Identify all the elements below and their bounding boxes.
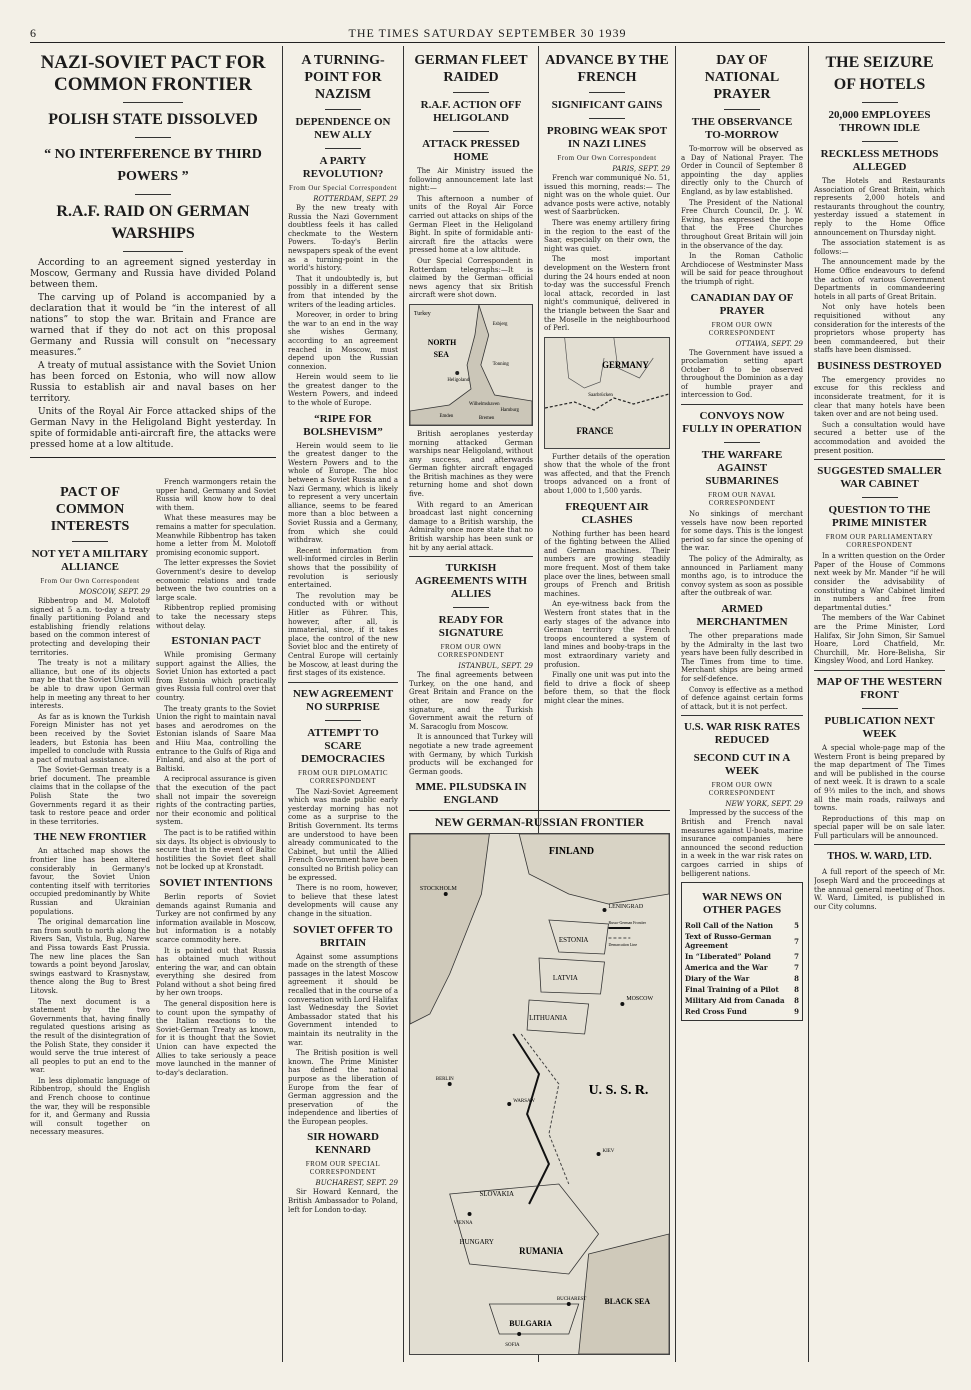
paragraph: Herein would seem to lie the greatest danger to the Western Powers, and indeed to the whole of Europe. <box>288 373 398 408</box>
section-subhead: DEPENDENCE ON NEW ALLY <box>295 116 391 141</box>
byline: FROM OUR NAVAL CORRESPONDENT <box>708 491 776 508</box>
section-subhead: FREQUENT AIR CLASHES <box>565 500 649 526</box>
paragraph: The Nazi-Soviet Agreement which was made public early yesterday morning has not come as a surprise to the British Government. Its terms are understood to have been already communicated to the Cabinet, but until the Allied French Government have been consulted no British policy can be expressed. <box>288 787 398 882</box>
map-label: FRANCE <box>576 425 614 436</box>
paragraph: The treaty grants to the Soviet Union the right to maintain naval bases and aerodromes on the Estonian islands of Saare Maa and Hiiu Maa, controlling the entrance to the Gulfs of Riga and Finland, and also at the port of Baltiski. <box>156 704 276 773</box>
section-headline: DAY OF NATIONAL PRAYER <box>704 53 780 102</box>
paragraph: Not only have hotels been requisitioned without any consideration for the interests of the proprietors whose property has been commandeered, but their staffs have been dismissed. <box>814 303 945 355</box>
divider <box>453 607 489 608</box>
paragraph: The final agreements between Turkey, on the one hand, and Great Britain and France on the other, are now ready for signature, and the Turkish Government await the return of M. Saracoglu from Moscow. <box>409 671 533 731</box>
dateline: PARIS, SEPT. 29 <box>612 165 670 173</box>
divider <box>862 141 898 142</box>
paragraph: The original demarcation line ran from south to north along the Rivers San, Vistula, Bug, Narew and Pissa towards East Prussia. The new line places the San towards a point beyond Jaroslav, swings eastward to Krasnystaw, thence along the Bug to Brest Litovsk. <box>30 918 150 995</box>
index-table <box>685 920 799 1017</box>
column-7 <box>814 46 945 1362</box>
divider <box>453 92 489 93</box>
map-label: ESTONIA <box>558 935 589 945</box>
section-headline: NEW AGREEMENT NO SURPRISE <box>292 687 394 713</box>
column-rule <box>808 46 809 1362</box>
section-subhead: A PARTY REVOLUTION? <box>302 155 384 180</box>
map-label: STOCKHOLM <box>419 885 457 893</box>
section-subhead: BUSINESS DESTROYED <box>817 359 942 372</box>
paragraph: It is announced that Turkey will negotiate a new trade agreement with Germany, by which Turkish products will be exchanged for German goods. <box>409 733 533 776</box>
masthead <box>30 26 945 42</box>
index-row <box>685 962 799 973</box>
index-label: Text of Russo-German Agreement <box>685 932 772 951</box>
divider <box>30 457 276 458</box>
map-label: HUNGARY <box>459 1237 494 1247</box>
section-subhead: R.A.F. ACTION OFF HELIGOLAND <box>420 99 522 124</box>
section-subhead: THE WARFARE AGAINST SUBMARINES <box>701 449 783 488</box>
paragraph: Finally one unit was put into the field to drive a flock of sheep before them, so that the flock might clear the mines. <box>544 671 670 705</box>
map-label: Esbjerg <box>492 321 508 327</box>
paragraph: There was enemy artillery firing in the region to the east of the Saar, especially on their own, the night was quiet. <box>544 218 670 253</box>
paragraph: There is no room, however, to believe that these latest developments will cause any change in the situation. <box>288 884 398 918</box>
index-page: 7 <box>794 952 799 962</box>
section-headline: SUGGESTED SMALLER WAR CABINET <box>817 465 942 491</box>
paragraph: The emergency provides no excuse for this reckless and inconsiderate treatment, for it is clear that many hotels have been taken over and are not being used. <box>814 375 945 419</box>
dateline: BUCHAREST, SEPT. 29 <box>315 1179 398 1188</box>
paragraph: Ribbentrop replied promising to take the necessary steps without delay. <box>156 604 276 630</box>
index-page: 5 <box>794 921 799 931</box>
divider <box>681 404 803 405</box>
index-page: 8 <box>794 985 799 995</box>
map-caption: Turkey <box>413 310 431 317</box>
paragraph: What these measures may be remains a matter for speculation. Meanwhile Ribbentrop has taken home a letter from M. Molotoff promising economic support. <box>156 514 276 557</box>
index-page: 8 <box>794 996 799 1006</box>
map-label: VIENNA <box>453 1220 473 1227</box>
section-subhead: SOVIET INTENTIONS <box>159 876 273 889</box>
divider <box>123 102 183 103</box>
paragraph: The policy of the Admiralty, as announced in Parliament many months ago, is to introduce the convoy system as soon as possible after the outbreak of war. <box>681 555 803 598</box>
paragraph: As far as is known the Turkish Foreign Minister has not yet been received by the Soviet leaders, but Estonia has been impelled to conclude with Russia a pact of mutual assistance. <box>30 712 150 764</box>
paragraph: The most important development on the Western front during the 24 hours ended at noon to-day was the successful French local attack, recorded in last night's communiqué, delivered in the triangle between the Saar and the Moselle in the neighbourhood of Perl. <box>544 255 670 333</box>
paragraph: British aeroplanes yesterday morning attacked German warships near Heligoland, without any success, and afterwards German fighter aircraft engaged the British machines as they were returning home and shot down five. <box>409 429 533 499</box>
paragraph: French warmongers retain the upper hand, Germany and Soviet Russia will know how to deal with them. <box>156 478 276 512</box>
map-label: RUMANIA <box>519 1245 564 1257</box>
section-subhead: PROBING WEAK SPOT IN NAZI LINES <box>546 125 668 150</box>
paragraph: By the new treaty with Russia the Nazi Government doubtless feels it has called checkmate to the Western Powers. To-day's Berlin newspapers speak of the event as a turning-point in the world's history. <box>288 204 398 273</box>
paragraph: A reciprocal assurance is given that the execution of the pact shall not impair the sovereign rights of the contracting parties, nor their economic and political system. <box>156 775 276 827</box>
divider <box>862 708 898 709</box>
map-label: FINLAND <box>548 845 595 858</box>
paragraph: Convoy is effective as a method of defence against certain forms of attack, but it is not perfect. <box>681 685 803 711</box>
map-label: LATVIA <box>552 973 578 983</box>
paragraph: The Hotels and Restaurants Association of Great Britain, which represents 2,000 hotels and restaurants throughout the country, yesterday issued a statement in reply to the Home Office announcement on Thursday night. <box>814 177 945 237</box>
index-row <box>685 995 799 1006</box>
divider <box>724 442 760 443</box>
paragraph: The British position is well known. The Prime Minister has defined the national purpose as the liberation of Europe from the fear of German aggression and the preservation of the independence and liberties of the European peoples. <box>288 1049 398 1126</box>
map-label: Hamburg <box>500 407 519 413</box>
paragraph: The pact is to be ratified within six days. Its object is obviously to secure that in the event of Baltic hostilities the Soviet fleet shall not be locked up at Kronstadt. <box>156 828 276 872</box>
heligoland-map-graphic <box>410 305 532 425</box>
paragraph: Against some assumptions made on the strength of these passages in the latest Moscow agreement it should be recalled that in the course of a conversation with Lord Halifax last Wednesday the Soviet Ambassador stated that his Government intended to maintain its neutrality in the war. <box>288 952 398 1047</box>
byline: From Our Special Correspondent <box>288 184 398 192</box>
paragraph: In a written question on the Order Paper of the House of Commons next week by Mr. Mander “if he will consider the advisability of constituting a War Cabinet limited in numbers and free from departmental duties.” <box>814 552 945 612</box>
paragraph: Such a consultation would have secured a better use of the accommodation and avoided the present position. <box>814 420 945 455</box>
paragraph: Herein would seem to lie the greatest danger to the Western Powers and to the whole of Europe. The bloc between a Soviet Russia and a Nazi Germany, which is likely to represent a very uncertain alliance, seems to be feared more than a bloc between a Soviet Russia and a Germany, from which she could withdraw. <box>288 441 398 545</box>
section-subhead: 20,000 EMPLOYEES THROWN IDLE <box>828 109 931 134</box>
map-label: LITHUANIA <box>529 1013 568 1023</box>
section-headline: ADVANCE BY THE FRENCH <box>545 53 669 85</box>
map-legend: Russo-German Frontier <box>608 919 646 926</box>
paragraph: The revolution may be conducted with or without Hitler as Führer. This, however, after all, is immaterial, since, if it takes place, the control of the new Soviet bloc and the entirety of Central Europe will certainly be Moscow, at least during the first stages of its existence. <box>288 591 398 678</box>
index-row <box>685 984 799 995</box>
section-subhead: NOT YET A MILITARY ALLIANCE <box>31 548 149 573</box>
section-subhead: MME. PILSUDSKA IN ENGLAND <box>415 781 527 806</box>
section-subhead: THE NEW FRONTIER <box>33 831 147 844</box>
byline: FROM OUR PARLIAMENTARY CORRESPONDENT <box>825 533 934 550</box>
section-subhead: CANADIAN DAY OF PRAYER <box>690 291 794 317</box>
section-subhead: ARMED MERCHANTMEN <box>696 603 788 628</box>
map-label: BERLIN <box>435 1076 454 1083</box>
index-page: 9 <box>794 1007 799 1017</box>
paragraph: The Government have issued a proclamation setting apart October 8 to be observed throughout the Dominion as a day of humble prayer and intercession to God. <box>681 348 803 400</box>
map-label: NORTH <box>427 337 457 347</box>
paragraph: French war communiqué No. 51, issued this morning, reads:— The night was on the whole quiet. Our advance posts were active, notably west of Saarbrücken. <box>544 174 670 217</box>
page-number: 6 <box>30 26 37 40</box>
paragraph: Our Special Correspondent in Rotterdam telegraphs:—It is claimed by the German official news agency that six British aircraft were shot down. <box>409 256 533 300</box>
frontier-map-title: NEW GERMAN-RUSSIAN FRONTIER <box>434 815 645 829</box>
divider <box>288 682 398 683</box>
section-subhead: ATTEMPT TO SCARE DEMOCRACIES <box>301 726 385 765</box>
index-row <box>685 1006 799 1017</box>
dateline: MOSCOW, SEPT. 29 <box>79 588 150 596</box>
paragraph: A full report of the speech of Mr. Joseph Ward and the proceedings at the annual general meeting of Thos. W. Ward, Limited, is published in our City columns. <box>814 868 945 911</box>
section-subhead: READY FOR SIGNATURE <box>438 614 504 640</box>
byline: From Our Own Correspondent <box>40 577 140 585</box>
index-label: America and the War <box>685 963 768 973</box>
lead-subhead: POLISH STATE DISSOLVED <box>48 111 258 128</box>
paragraph: Recent information from well-informed circles in Berlin shows that the possibility of revolution is seriously entertained. <box>288 546 398 590</box>
index-label: Military Aid from Canada <box>685 996 785 1006</box>
frontier-map-graphic <box>410 834 669 1354</box>
divider <box>681 715 803 716</box>
map-label: SLOVAKIA <box>479 1189 515 1199</box>
dateline: OTTAWA, SEPT. 29 <box>735 339 803 348</box>
paragraph: Ribbentrop and M. Molotoff signed at 5 a.m. to-day a treaty finally partitioning Poland and establishing friendly relations based on the common interest of protecting and developing their territories. <box>30 597 150 657</box>
section-subhead: PUBLICATION NEXT WEEK <box>824 714 935 740</box>
column-5 <box>544 46 670 806</box>
section-subhead: SIGNIFICANT GAINS <box>551 99 663 111</box>
byline: FROM OUR OWN CORRESPONDENT <box>708 781 776 798</box>
index-label: Roll Call of the Nation <box>685 921 774 931</box>
paragraph: The President of the National Free Church Council, Dr. J. W. Ewing, has expressed the hope that the Free Churches throughout Great Britain will join in the observance of the day. <box>681 198 803 250</box>
column-4 <box>409 46 533 806</box>
byline: From Our Own Correspondent <box>557 154 657 162</box>
section-subhead: ATTACK PRESSED HOME <box>422 138 520 163</box>
divider <box>135 194 171 195</box>
divider <box>862 102 898 103</box>
column-rule <box>282 46 283 1362</box>
section-headline: CONVOYS NOW FULLY IN OPERATION <box>682 410 802 436</box>
divider <box>325 148 361 149</box>
index-label: Red Cross Fund <box>685 1007 747 1017</box>
section-headline: U.S. WAR RISK RATES REDUCED <box>683 721 801 747</box>
paragraph: Reproductions of this map on special paper will be on sale later. Full particulars will be announced. <box>814 814 945 840</box>
paragraph: Berlin reports of Soviet demands against Rumania and Turkey are not confirmed by any information available in Moscow, but information is a notably scarce commodity here. <box>156 892 276 944</box>
frontier-map-section <box>409 810 670 1362</box>
paragraph: Nothing further has been heard of the fighting between the Allied and German machines. Their numbers are growing steadily more frequent. Most of them take place over the lines, between small groups of French and British machines. <box>544 529 670 598</box>
dateline: ISTANBUL, SEPT. 29 <box>458 662 533 671</box>
map-label: SEA <box>433 349 449 359</box>
divider <box>325 720 361 721</box>
paragraph: The announcement made by the Home Office endeavours to defend the action of various Government Departments in commandeering hotels in all parts of Great Britain. <box>814 258 945 301</box>
map-label: Bremen <box>478 415 495 421</box>
paragraph: Further details of the operation show that the whole of the front was affected, and that the French troops advanced on a front of about 1,000 to 1,500 yards. <box>544 452 670 496</box>
map-label: MOSCOW <box>626 995 654 1003</box>
paragraph: It is pointed out that Russia has obtained much without entering the war, and can obtain everything she desired from Poland without a shot being fired by her own troops. <box>156 946 276 998</box>
index-row <box>685 920 799 931</box>
index-page: 7 <box>794 963 799 973</box>
divider <box>862 497 898 498</box>
divider <box>453 131 489 132</box>
section-headline: TURKISH AGREEMENTS WITH ALLIES <box>415 562 527 601</box>
paragraph: The other preparations made by the Admiralty in the last two years have been fully described in The Times from time to time. Merchant ships are being armed for self-defence. <box>681 632 803 683</box>
paragraph: No sinkings of merchant vessels have now been reported for some days. This is the longest period so far since the opening of the war. <box>681 510 803 553</box>
newspaper-title: THE TIMES SATURDAY SEPTEMBER 30 1939 <box>348 26 627 40</box>
section-subhead: ESTONIAN PACT <box>171 635 261 648</box>
index-label: In “Liberated” Poland <box>685 952 771 962</box>
map-label: Wilhelmshaven <box>469 401 500 407</box>
byline: FROM OUR OWN CORRESPONDENT <box>708 320 776 337</box>
heligoland-map <box>409 304 533 426</box>
dateline: NEW YORK, SEPT. 29 <box>725 800 803 809</box>
lead-paragraph: Units of the Royal Air Force attacked ships of the German Navy in the Heligoland Bight yesterday. In spite of formidable anti-aircraft fire, the attacks were pressed home at a low altitude. <box>30 407 276 450</box>
map-label: Heligoland <box>447 377 470 383</box>
section-subhead: RECKLESS METHODS ALLEGED <box>820 148 939 173</box>
divider <box>814 670 945 671</box>
divider <box>814 459 945 460</box>
index-label: Diary of the War <box>685 974 750 984</box>
paragraph: The Soviet-German treaty is a brief document. The preamble claims that in the collapse of the Polish State the two Governments regard it as their task to restore peace and order in these territories. <box>30 766 150 826</box>
map-label: SOFIA <box>505 1342 520 1349</box>
paragraph: In less diplomatic language of Ribbentrop, should the English and French choose to continue the war, they will be responsible for it, and Germany and Russia will consult together on necessary measures. <box>30 1076 150 1137</box>
paragraph: The next document is a statement by the two Governments that, having finally regulated questions arising as the result of the disintegration of the Polish State, they consider it would serve the true interest of all peoples to put an end to the war. <box>30 997 150 1075</box>
paragraph: The Air Ministry issued the following announcement late last night:— <box>409 167 533 193</box>
column-rule <box>403 46 404 1362</box>
divider <box>135 137 171 138</box>
divider <box>409 810 670 811</box>
divider <box>814 844 945 845</box>
section-subhead: SECOND CUT IN A WEEK <box>693 752 791 778</box>
divider <box>724 109 760 110</box>
section-subhead: SOVIET OFFER TO BRITAIN <box>293 923 393 949</box>
index-row <box>685 951 799 962</box>
paragraph: While promising Germany support against the Allies, the Soviet Union has extorted a pact from Estonia which practically gives Russia full control over that country. <box>156 651 276 703</box>
map-label: Tonning <box>492 361 509 367</box>
section-subhead: SIR HOWARD KENNARD <box>307 1131 379 1157</box>
paragraph: With regard to an American broadcast last night concerning damage to a British warship, the Admiralty once more state that no British warship has been sunk or hit by any aerial attack. <box>409 500 533 552</box>
column-2 <box>156 478 276 1362</box>
section-headline: A TURNING-POINT FOR NAZISM <box>301 53 385 102</box>
index-row <box>685 931 799 951</box>
lead-paragraph: According to an agreement signed yesterday in Moscow, Germany and Russia have divided Poland between them. <box>30 258 276 290</box>
frontier-map <box>409 833 670 1355</box>
map-legend: Demarcation Line <box>608 941 638 948</box>
paragraph: The treaty is not a military alliance, but one of its objects may be that the Soviet Union will be able to draw upon German help in meeting any threat to her interests. <box>30 659 150 711</box>
map-label: Saarbrücken <box>588 392 613 398</box>
lead-paragraph: A treaty of mutual assistance with the Soviet Union has been forced on Estonia, who will now allow Russia to establish air and naval bases on her territory. <box>30 361 276 404</box>
western-front-map-graphic <box>545 338 669 448</box>
paragraph: An attached map shows the frontier line has been altered considerably in Germany's favour, the Soviet Union contenting itself with territories occupied predominantly by White Russian and Ukrainian populations. <box>30 847 150 916</box>
map-label: WARSAW <box>513 1098 535 1105</box>
map-label: GERMANY <box>602 359 649 370</box>
section-headline: GERMAN FLEET RAIDED <box>414 53 528 85</box>
index-page: 7 <box>794 936 799 946</box>
paragraph: The letter expresses the Soviet Government's desire to develop economic relations and trade between the two countries on a large scale. <box>156 559 276 602</box>
paragraph: To-morrow will be observed as a Day of National Prayer. The Order in Council of September 8 appointing the day applies directly only to the Church of England, as by law established. <box>681 145 803 196</box>
section-subhead: QUESTION TO THE PRIME MINISTER <box>828 504 931 530</box>
column-6 <box>681 46 803 1362</box>
paragraph: The general disposition here is to count upon the sympathy of the Italian reactions to the Soviet-German Treaty as known, for it is thought that the Soviet Union can have expected the Allies to take seriously a peace move launched in the manner of to-day's declaration. <box>156 1000 276 1077</box>
lead-paragraph: The carving up of Poland is accompanied by a declaration that it would be “in the interest of all nations” to stop the war. Britain and France are warned that if they do not act on this proposal Germany and Russia will consult on “necessary measures.” <box>30 293 276 358</box>
section-subhead: THE OBSERVANCE TO-MORROW <box>691 116 793 141</box>
map-label: Emden <box>439 413 454 419</box>
map-label: BLACK SEA <box>604 1296 651 1307</box>
column-3 <box>288 46 398 1362</box>
index-label: Final Training of a Pilot <box>685 985 779 995</box>
masthead-rule <box>30 42 945 43</box>
paragraph: Impressed by the success of the British and French naval measures against U-boats, marine insurance companies here announced the second reduction in a week in the war risk rates on cargoes carried in ships of belligerent nations. <box>681 809 803 878</box>
column-rule <box>675 46 676 1362</box>
byline: FROM OUR DIPLOMATIC CORRESPONDENT <box>297 768 388 785</box>
index-page: 8 <box>794 974 799 984</box>
section-subhead: “RIPE FOR BOLSHEVISM” <box>303 412 383 438</box>
divider <box>72 541 108 542</box>
lead-headline: NAZI-SOVIET PACT FOR COMMON FRONTIER <box>40 52 266 95</box>
section-headline: THE SEIZURE OF HOTELS <box>825 54 934 93</box>
section-headline: MAP OF THE WESTERN FRONT <box>816 675 943 701</box>
paragraph: This afternoon a number of units of the Royal Air Force carried out attacks on ships of the German Fleet in the Heligoland Bight. In spite of formidable anti-aircraft fire the attacks were pressed home at a low altitude. <box>409 194 533 255</box>
western-front-map <box>544 337 670 449</box>
divider <box>409 556 533 557</box>
paragraph: In the Roman Catholic Archdiocese of Westminster Mass will be said for peace throughout the triumph of right. <box>681 252 803 286</box>
paragraph: The members of the War Cabinet are the Prime Minister, Lord Halifax, Sir John Simon, Sir Samuel Hoare, Lord Chatfield, Mr. Churchill, Mr. Hore-Belisha, Sir Kingsley Wood, and Lord Hankey. <box>814 614 945 666</box>
section-headline: PACT OF COMMON INTERESTS <box>50 485 130 534</box>
divider <box>589 92 625 93</box>
index-title: WAR NEWS ON OTHER PAGES <box>701 891 783 917</box>
divider <box>123 251 183 252</box>
lead-subhead: R.A.F. RAID ON GERMAN WARSHIPS <box>56 203 250 242</box>
divider <box>589 118 625 119</box>
map-label: BULGARIA <box>509 1318 552 1329</box>
lead-subhead: “ NO INTERFERENCE BY THIRD POWERS ” <box>44 147 262 184</box>
byline: FROM OUR OWN CORRESPONDENT <box>437 643 505 660</box>
dateline: ROTTERDAM, SEPT. 29 <box>313 195 398 203</box>
column-1 <box>30 478 150 1362</box>
war-news-index <box>681 882 803 1021</box>
paragraph: A special whole-page map of the Western Front is being prepared by the map department of The Times and will be published in the course of next week. It is drawn to a scale of 9⅔ miles to the inch, and shows all the main roads, railways and towns. <box>814 743 945 813</box>
paragraph: That it undoubtedly is, but possibly in a different sense from that intended by the writers of the leading articles. <box>288 274 398 309</box>
map-label: LENINGRAD <box>608 903 644 911</box>
map-label: KIEV <box>602 1148 615 1155</box>
index-row <box>685 973 799 984</box>
byline: FROM OUR SPECIAL CORRESPONDENT <box>305 1160 381 1177</box>
company-name: THOS. W. WARD, LTD. <box>827 851 932 863</box>
map-label: BUCHAREST <box>556 1296 587 1303</box>
paragraph: The association statement is as follows:— <box>814 239 945 256</box>
paragraph: Moreover, in order to bring the war to an end in the way she wishes Germany, according to an agreement reached in Moscow, must depend upon the Russian connexion. <box>288 311 398 371</box>
paragraph: An eye-witness back from the Western front states that in the early stages of the advance into German territory the French troops encountered a system of land mines and booby-traps in the most extraordinary variety and profusion. <box>544 600 670 669</box>
map-label: U. S. S. R. <box>588 1082 649 1099</box>
divider <box>325 109 361 110</box>
paragraph: Sir Howard Kennard, the British Ambassador to Poland, left for London to-day. <box>288 1188 398 1214</box>
